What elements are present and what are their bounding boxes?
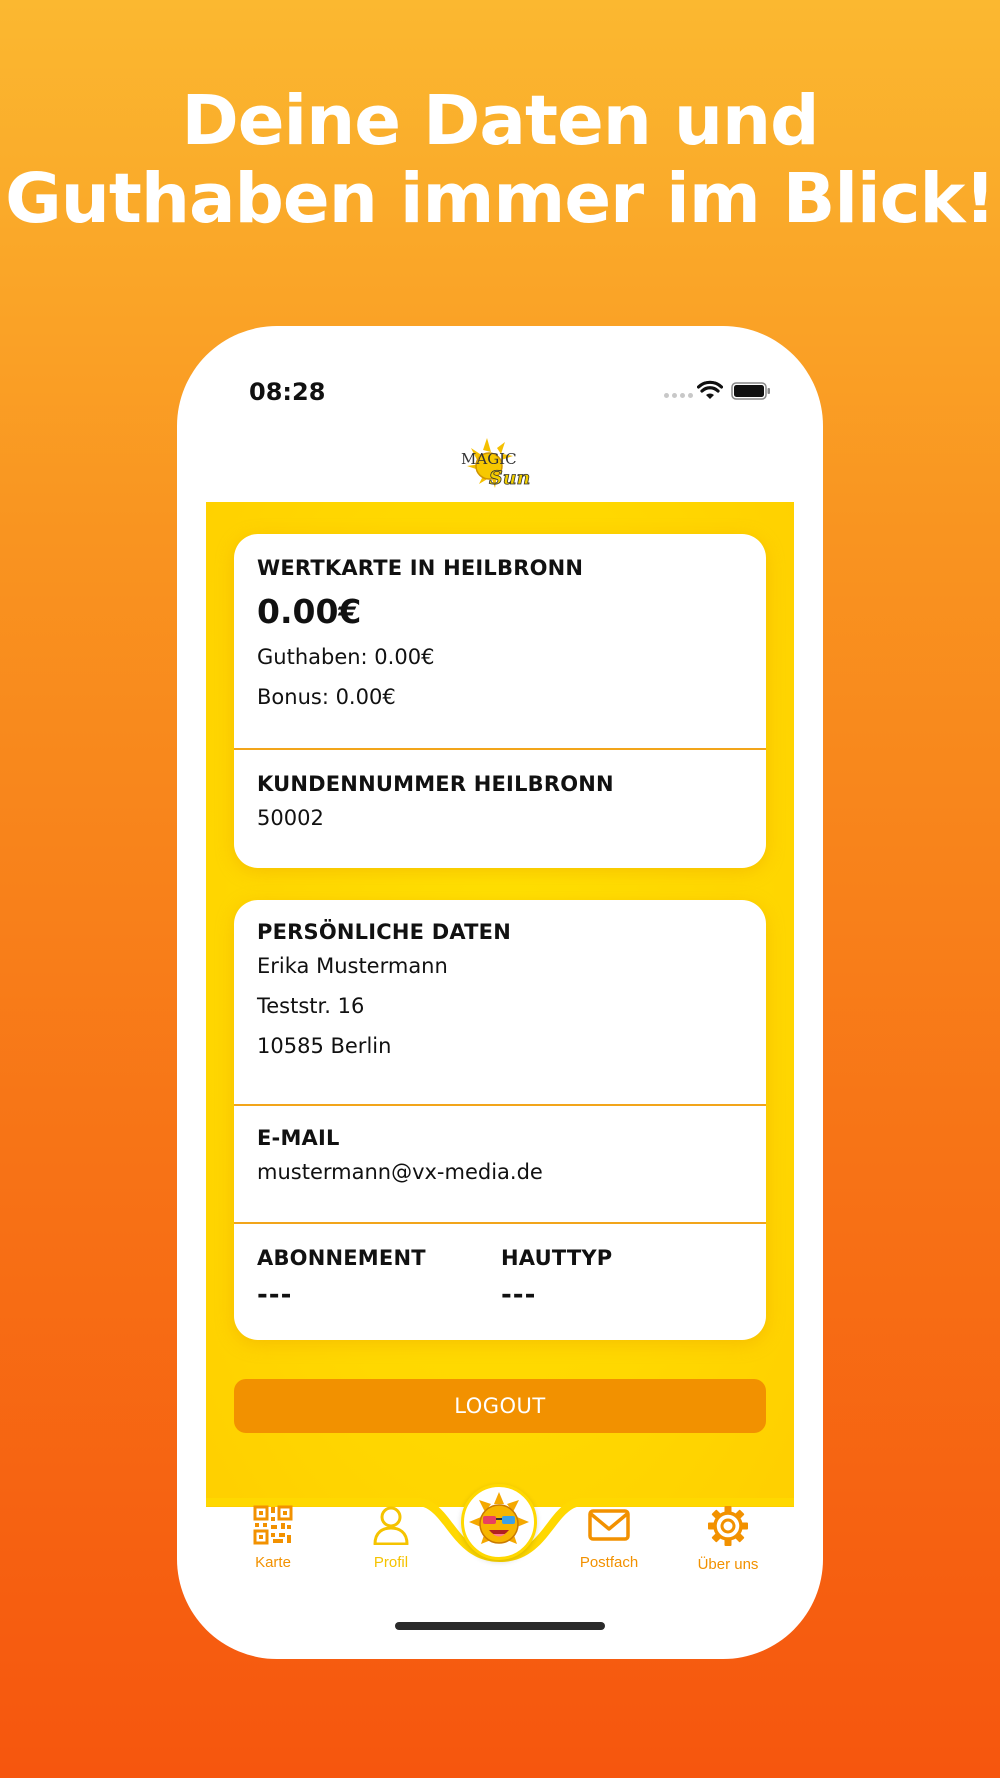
personal-city: 10585 Berlin	[257, 1034, 392, 1058]
gear-icon	[707, 1505, 749, 1547]
hauttyp-value: ---	[501, 1280, 537, 1310]
qr-code-icon	[253, 1505, 293, 1545]
hauttyp-title: HAUTTYP	[501, 1246, 613, 1270]
tab-karte[interactable]	[218, 1505, 328, 1571]
hauttyp-section	[478, 1246, 738, 1310]
email-value: mustermann@vx-media.de	[257, 1160, 543, 1184]
tab-ueber-uns[interactable]	[673, 1505, 783, 1573]
tab-label: Postfach	[579, 1554, 639, 1571]
divider	[234, 748, 766, 750]
tab-label: Profil	[373, 1554, 409, 1571]
email-title: E-MAIL	[257, 1126, 340, 1150]
personal-section	[234, 920, 766, 1066]
tab-label: Über uns	[697, 1556, 759, 1573]
phone-frame	[177, 326, 823, 1659]
person-icon	[371, 1505, 411, 1545]
divider	[234, 1104, 766, 1106]
battery-icon	[731, 382, 771, 400]
bonus-value: Bonus: 0.00€	[257, 685, 396, 709]
signal-dots-icon	[664, 393, 693, 398]
svg-text:Sun: Sun	[489, 467, 531, 489]
tab-profil[interactable]	[336, 1505, 446, 1571]
personal-street: Teststr. 16	[257, 994, 365, 1018]
headline-line-2: Guthaben immer im Blick!	[5, 159, 995, 239]
tab-postfach[interactable]	[554, 1505, 664, 1571]
wertkarte-total: 0.00€	[257, 592, 362, 631]
kundennummer-section	[234, 772, 766, 838]
personal-data-card	[234, 900, 766, 1340]
profile-content	[206, 502, 794, 1507]
abonnement-title: ABONNEMENT	[257, 1246, 426, 1270]
wifi-icon	[697, 380, 723, 400]
personal-title: PERSÖNLICHE DATEN	[257, 920, 511, 944]
headline	[0, 82, 1000, 238]
email-section	[234, 1126, 766, 1192]
wertkarte-card	[234, 534, 766, 868]
sun-mascot-icon	[467, 1490, 531, 1554]
home-indicator[interactable]	[395, 1622, 605, 1630]
svg-text:MAGIC: MAGIC	[461, 450, 517, 468]
kundennummer-title: KUNDENNUMMER HEILBRONN	[257, 772, 614, 796]
abonnement-section	[234, 1246, 484, 1310]
guthaben-value: Guthaben: 0.00€	[257, 645, 435, 669]
wertkarte-section	[234, 556, 766, 717]
headline-line-1: Deine Daten und	[181, 81, 819, 161]
tab-label: Karte	[255, 1554, 291, 1571]
personal-name: Erika Mustermann	[257, 954, 448, 978]
status-time: 08:28	[249, 378, 326, 406]
magic-sun-logo	[457, 434, 541, 496]
mail-icon	[587, 1505, 631, 1545]
logout-button[interactable]: LOGOUT	[234, 1379, 766, 1433]
divider	[234, 1222, 766, 1224]
kundennummer-value: 50002	[257, 806, 324, 830]
abonnement-value: ---	[257, 1280, 293, 1310]
wertkarte-title: WERTKARTE IN HEILBRONN	[257, 556, 584, 580]
sun-mascot-button[interactable]	[461, 1484, 537, 1560]
